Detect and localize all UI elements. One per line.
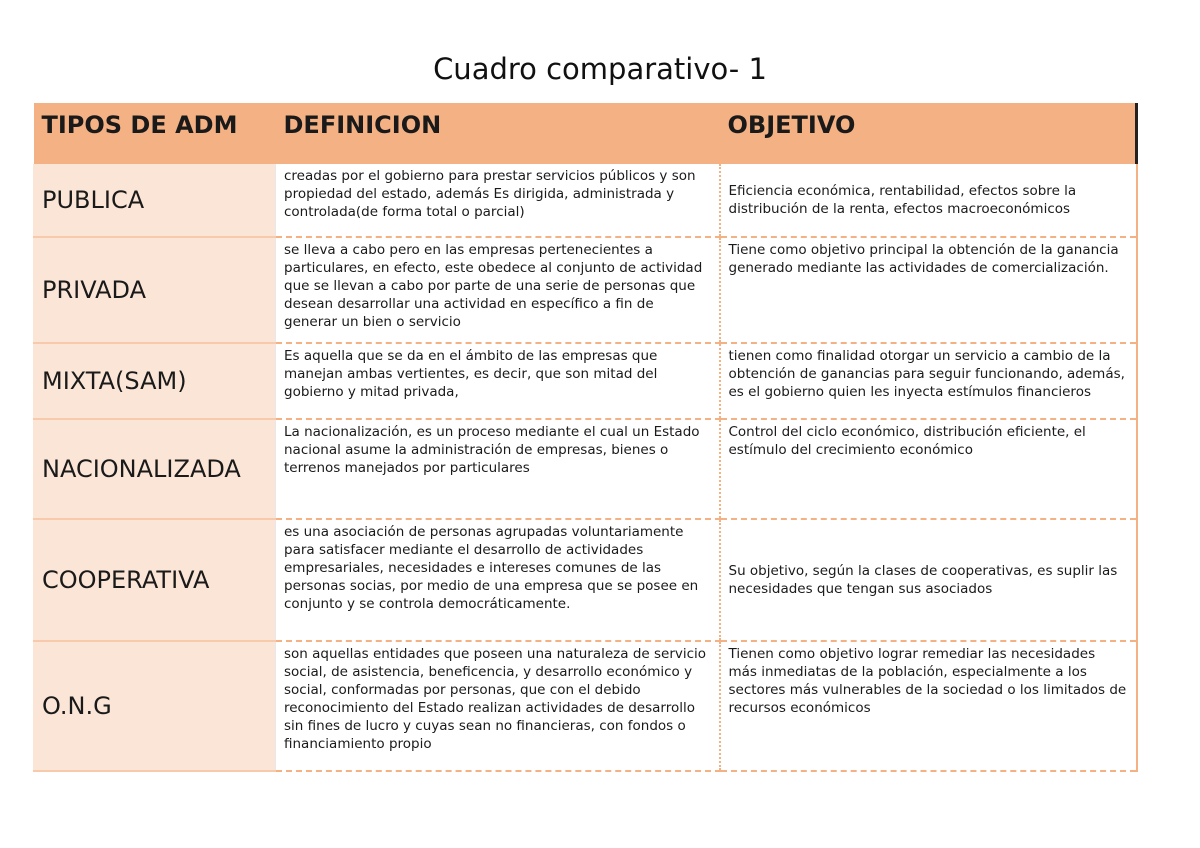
type-cell: PUBLICA <box>34 164 276 237</box>
definition-cell: es una asociación de personas agrupadas voluntariamente para satisfacer mediante el desarrollo de actividades empresariales, necesidades e intereses comunes de las personas socias, por medio de una empresa que se posee en conjunto y se controla democráticamente. <box>276 519 720 641</box>
objective-cell: Control del ciclo económico, distribución eficiente, el estímulo del crecimiento económico <box>720 419 1137 519</box>
objective-cell: Tiene como objetivo principal la obtención de la ganancia generado mediante las actividades de comercialización. <box>720 237 1137 343</box>
definition-cell: se lleva a cabo pero en las empresas pertenecientes a particulares, en efecto, este obedece al conjunto de actividad que se llevan a cabo por parte de una serie de personas que desean desarrollar una actividad en específico a fin de generar un bien o servicio <box>276 237 720 343</box>
header-tipos: TIPOS DE ADM <box>34 104 276 164</box>
definition-cell: La nacionalización, es un proceso mediante el cual un Estado nacional asume la administración de empresas, bienes o terrenos manejados por particulares <box>276 419 720 519</box>
table-row-cooperativa <box>34 519 1137 641</box>
table-row-publica <box>34 164 1137 237</box>
definition-cell: Es aquella que se da en el ámbito de las empresas que manejan ambas vertientes, es decir, que son mitad del gobierno y mitad privada, <box>276 343 720 419</box>
table-row-privada <box>34 237 1137 343</box>
definition-cell: son aquellas entidades que poseen una naturaleza de servicio social, de asistencia, beneficencia, y desarrollo económico y social, conformadas por personas, que con el debido reconocimiento del Estado realizan actividades de desarrollo sin fines de lucro y cuyas sean no financieras, con fondos o financiamiento propio <box>276 641 720 771</box>
table-header-row <box>34 104 1137 164</box>
objective-cell: tienen como finalidad otorgar un servicio a cambio de la obtención de ganancias para seguir funcionando, además, es el gobierno quien les inyecta estímulos financieros <box>720 343 1137 419</box>
type-cell: O.N.G <box>34 641 276 771</box>
table-row-nacionalizada <box>34 419 1137 519</box>
table-row-ong <box>34 641 1137 771</box>
objective-cell: Eficiencia económica, rentabilidad, efectos sobre la distribución de la renta, efectos macroeconómicos <box>720 164 1137 237</box>
comparison-table <box>33 103 1138 772</box>
header-definicion: DEFINICION <box>276 104 720 164</box>
type-cell: PRIVADA <box>34 237 276 343</box>
objective-cell: Tienen como objetivo lograr remediar las necesidades más inmediatas de la población, especialmente a los sectores más vulnerables de la sociedad o los limitados de recursos económicos <box>720 641 1137 771</box>
header-objetivo: OBJETIVO <box>720 104 1137 164</box>
document-title: Cuadro comparativo- 1 <box>433 52 767 86</box>
type-cell: COOPERATIVA <box>34 519 276 641</box>
type-cell: MIXTA(SAM) <box>34 343 276 419</box>
type-cell: NACIONALIZADA <box>34 419 276 519</box>
definition-cell: creadas por el gobierno para prestar servicios públicos y son propiedad del estado, además Es dirigida, administrada y controlada(de forma total o parcial) <box>276 164 720 237</box>
table-row-mixta <box>34 343 1137 419</box>
objective-cell: Su objetivo, según la clases de cooperativas, es suplir las necesidades que tengan sus asociados <box>720 519 1137 641</box>
